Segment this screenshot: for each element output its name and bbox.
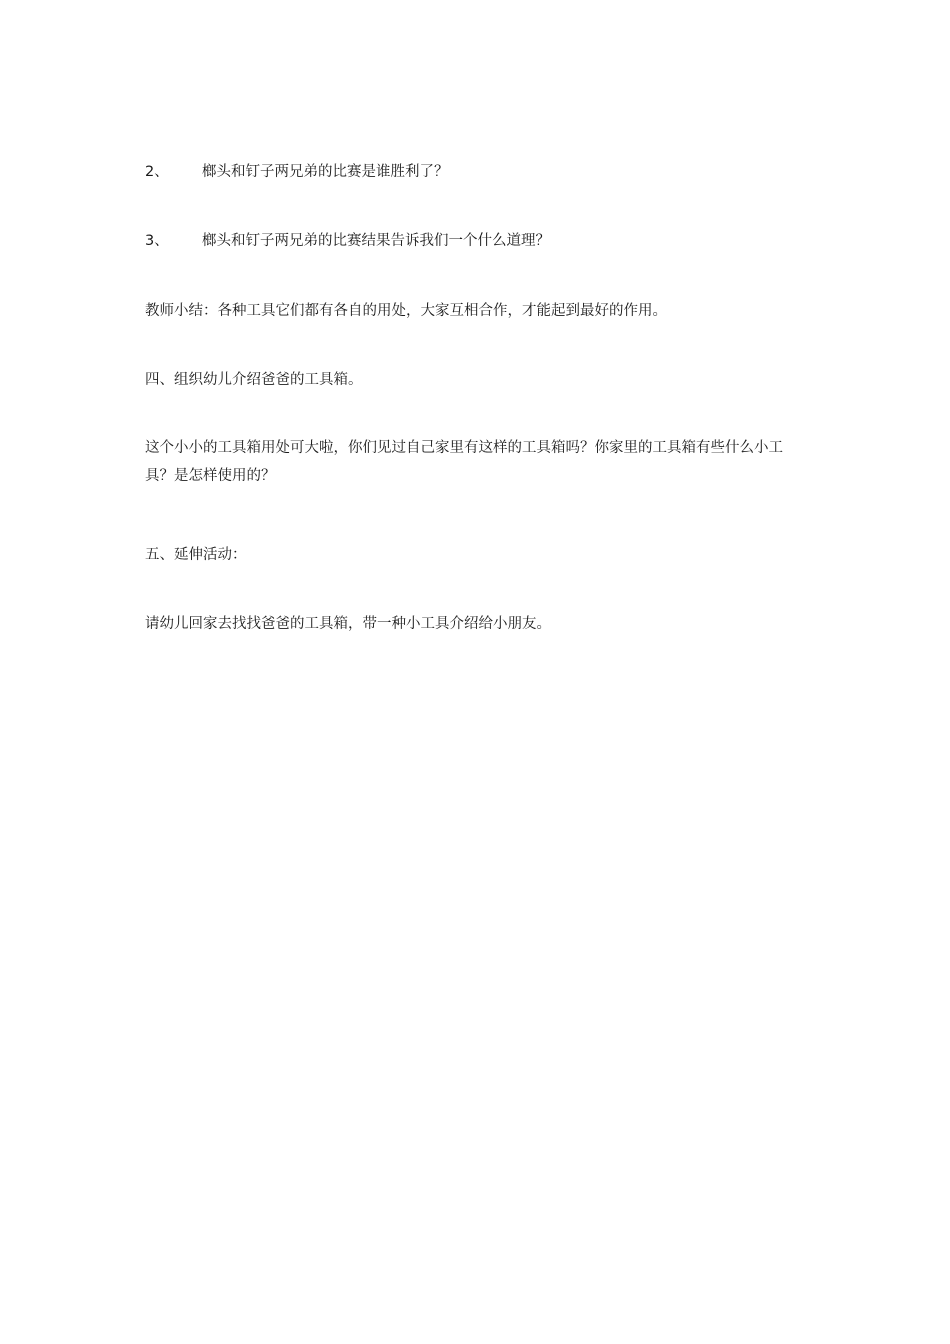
list-item	[145, 231, 550, 251]
list-item	[145, 162, 449, 182]
item-number: 2、	[145, 164, 169, 180]
section-five-body: 请幼儿回家去找找爸爸的工具箱，带一种小工具介绍给小朋友。	[145, 616, 551, 632]
section-four-body: 这个小小的工具箱用处可大啦，你们见过自己家里有这样的工具箱吗？你家里的工具箱有些什么小工具？是怎样使用的？	[145, 440, 783, 484]
teacher-summary: 教师小结：各种工具它们都有各自的用处，大家互相合作，才能起到最好的作用。	[145, 303, 667, 319]
item-number: 3、	[145, 233, 169, 249]
section-five-heading: 五、延伸活动：	[145, 547, 247, 563]
item-text: 榔头和钉子两兄弟的比赛是谁胜利了？	[202, 164, 449, 180]
section-four-heading: 四、组织幼儿介绍爸爸的工具箱。	[145, 372, 363, 388]
item-text: 榔头和钉子两兄弟的比赛结果告诉我们一个什么道理？	[202, 233, 550, 249]
